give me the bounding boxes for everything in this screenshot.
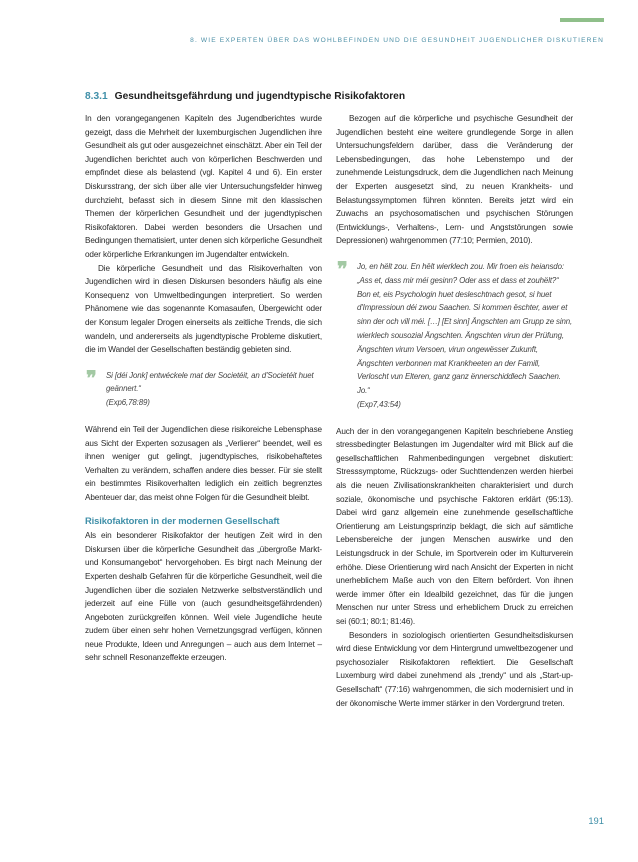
quote-mark-icon: ❞ <box>86 365 97 390</box>
block-quote <box>85 365 322 410</box>
paragraph: In den vorangegangenen Kapiteln des Jugendberichtes wurde gezeigt, dass die Mehrheit der luxemburgischen Jugendlichen ihre Gesundheit als gut oder ausgezeichnet einschätzt. Aber ein Teil der Jugendlichen berichtet auch von körperlichen Beschwerden und empfindet diese als belastend (vgl. Kapitel 4 und 6). Ein erster Diskursstrang, der sich über alle vier Untersuchungsfelder hinweg durchzieht, befasst sich in diesem Sinne mit den klassischen Themen der körperlichen Gesundheit und der jugendtypischen Risikofaktoren. Dabei werden besonders die Ursachen und Bedingungen thematisiert, unter denen sich körperliche Gesundheit oder körperliche Erkrankungen im Jugendalter entwickeln. <box>85 114 322 259</box>
block-quote <box>336 256 573 412</box>
paragraph: Während ein Teil der Jugendlichen diese risikoreiche Lebensphase aus Sicht der Experten sozusagen als „Verlierer“ beendet, weil es ihnen weniger gut gelingt, jugendtypisches, risikobehaftetes Verhalten zu verändern, schaffen andere dies besser. Für sie stellt ein bestimmtes Risikoverhalten lediglich ein zeitlich begrenztes Abenteuer dar, das meist ohne Folgen für die Gesundheit bleibt. <box>85 425 322 503</box>
section-heading <box>85 91 585 102</box>
running-header: 8. WIE EXPERTEN ÜBER DAS WOHLBEFINDEN UND DIE GESUNDHEIT JUGENDLICHER DISKUTIEREN <box>190 37 604 44</box>
paragraph: Besonders in soziologisch orientierten Gesundheitsdiskursen wird diese Entwicklung vor dem Hintergrund umweltbezogener und psychosozialer Risikofaktoren reflektiert. Die Gesellschaft Luxemburg wird dabei zunehmend als „trendy“ und als „Start-up-Gesellschaft“ (77:16) wahrgenommen, die sich modernisiert und in der ökonomische Werte immer stärker in den Vordergrund treten. <box>336 630 573 708</box>
left-column <box>85 112 322 665</box>
quote-text: Jo, en hëlt zou. En hëlt wierklech zou. Mir froen eis heiansdo: „Ass et, dass mir méi gesinn? Oder ass et dass et zouhëlt?“ Bon et, eis Psychologin huet desleschtnach gesot, si huet d'Impressioun déi zwou Saachen. Si kommen ëschter, awer et sinn der och vill méi. […] [Et sinn] Ängschten am Grupp ze sinn, wierklech sousozial Ängschten. Ängschten virun der Prüfung, Ängschten virum Versoen, virun ongewësser Zukunft, Ängschten verbonnen mat Krankheeten an der Famill, Verloscht vun Elteren, ganz ganz ënnerschiddlech Saachen. Jo.“ <box>357 261 573 396</box>
paragraph: Die körperliche Gesundheit und das Risikoverhalten von Jugendlichen wird in diesen Diskursen besonders häufig als eine Konsequenz von Umweltbedingungen interpretiert. So werden Phänomene wie das sogenannte Komasaufen, Übergewicht oder der Konsum legaler Drogen einerseits als zeitliche Trends, die sich wandeln, und andererseits als jugendtypische Probleme diskutiert, die im Wandel der Gesellschaften beständig gebieten sind. <box>85 263 322 355</box>
section-title: Gesundheitsgefährdung und jugendtypische Risikofaktoren <box>114 91 406 102</box>
paragraph: Auch der in den vorangegangenen Kapiteln beschriebene Anstieg stressbedingter Belastungen im Jugendalter wird mit Blick auf die gesellschaftlichen Rahmenbedingungen vergebnet diskutiert: Stresssymptome, Rückzugs- oder Suchttendenzen werden hierbei als die neuen Zivilisationskrankheiten charakterisiert und durch soziale, ökonomische und psychische Faktoren erklärt (95:13). Dabei wird ganz allgemein eine zunehmende gesellschaftliche Orientierung am Leistungsprinzip beklagt, die sich auf sämtliche Lebensbereiche der jungen Menschen auswirke und den Leistungsdruck in der Schule, im Sportverein oder im Kulturverein erhöhe. Diese Orientierung wird nach Ansicht der Experten in nicht unerheblichem Maße auch von den Eltern befördert. Von ihnen werde immer öfter ein Idealbild gezeichnet, das für die jungen Menschen nur unter Stress und erheblichem Druck zu erreichen sei (60:1; 80:1; 81:46). <box>336 426 573 627</box>
quote-source: (Exp7,43:54) <box>357 399 401 409</box>
section-number: 8.3.1 <box>85 91 108 102</box>
right-column <box>336 112 573 710</box>
quote-mark-icon: ❞ <box>337 256 348 281</box>
page-number: 191 <box>588 815 604 826</box>
header-accent-bar <box>560 18 604 22</box>
quote-text: Si [déi Jonk] entwéckele mat der Societéit, an d'Societéit huet geännert.“ <box>106 370 314 394</box>
paragraph: Als ein besonderer Risikofaktor der heutigen Zeit wird in den Diskursen über die körperliche Gesundheit das „übergroße Markt- und Konsumangebot“ hervorgehoben. Es birgt nach Meinung der Experten deshalb Gefahren für die körperliche Gesundheit, weil die Jugendlichen über die sozialen Netzwerke selbstverständlich und jederzeit auf eine Fülle von (auch gesundheitsgefährdenden) Angeboten zurückgreifen können. Weil viele Jugendliche heute zudem über einen sehr hohen Vernetzungsgrad verfügen, können neue Produkte, Ideen und Anregungen – auch aus dem Internet – sehr schnell Resonanzeffekte erzeugen. <box>85 531 322 663</box>
subheading: Risikofaktoren in der modernen Gesellschaft <box>85 514 280 526</box>
paragraph: Bezogen auf die körperliche und psychische Gesundheit der Jugendlichen besteht eine weitere grundlegende Sorge in allen Untersuchungsfeldern darüber, dass die Veränderung der Lebensbedingungen, das hohe Lebenstempo und der zunehmende Leistungsdruck, dem die Jugendlichen nach Meinung der Experten ausgesetzt sind, zu neuen Krankheits- und Belastungssymptomen führen könnten. Bereits jetzt wird ein Zuwachs an psychosomatischen und psychischen Störungen (Entwicklungs-, Verhaltens-, Lern- und Angststörungen sowie Depressionen) wahrgenommen (77:10; Permien, 2010). <box>336 114 573 246</box>
quote-source: (Exp6,78:89) <box>106 398 150 408</box>
